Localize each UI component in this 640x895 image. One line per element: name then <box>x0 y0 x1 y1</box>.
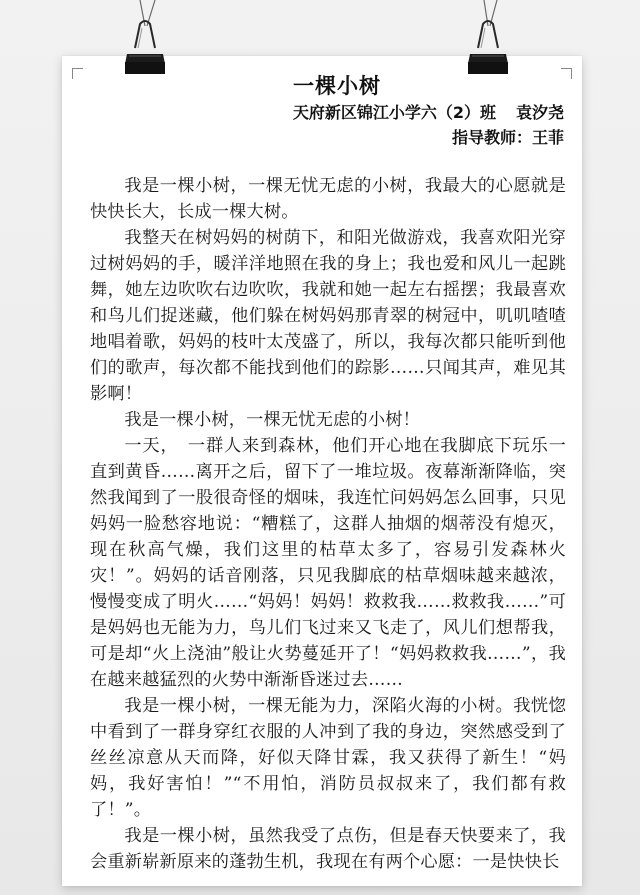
paragraph: 一天， 一群人来到森林，他们开心地在我脚底下玩乐一直到黄昏……离开之后，留下了一堆垃圾。夜幕渐渐降临，突然我闻到了一股很奇怪的烟味，我连忙问妈妈怎么回事，只见妈妈一脸愁容地说：“糟糕了，这群人抽烟的烟蒂没有熄灭，现在秋高气燥，我们这里的枯草太多了，容易引发森林火灾！”。妈妈的话音刚落，只见我脚底的枯草烟味越来越浓，慢慢变成了明火……“妈妈！妈妈！救救我……救救我……”可是妈妈也无能为力，鸟儿们飞过来又飞走了，风儿们想帮我，可是却“火上浇油”般让火势蔓延开了！“妈妈救救我……”，我在越来越猛烈的火势中渐渐昏迷过去…… <box>90 436 566 690</box>
paragraph: 我是一棵小树，一棵无忧无虑的小树，我最大的心愿就是快快长大，长成一棵大树。 <box>90 176 566 222</box>
essay-title: 一棵小树 <box>293 74 381 98</box>
binder-clip-icon <box>123 18 167 74</box>
paragraph: 我是一棵小树，一棵无能为力，深陷火海的小树。我恍惚中看到了一群身穿红衣服的人冲到了我的身边，突然感受到了丝丝凉意从天而降，好似天降甘霖，我又获得了新生！“妈妈，我好害怕！”“不用怕，消防员叔叔来了，我们都有救了！”。 <box>90 696 566 820</box>
teacher-line: 指导教师：王菲 <box>451 128 564 147</box>
school-class: 天府新区锦江小学六（2）班 <box>292 103 496 122</box>
paragraph: 我整天在树妈妈的树荫下，和阳光做游戏，我喜欢阳光穿过树妈妈的手，暖洋洋地照在我的身上；我也爱和风儿一起跳舞，她左边吹吹右边吹吹，我就和她一起左右摇摆；我最喜欢和鸟儿们捉迷藏，他们躲在树妈妈那青翠的树冠中，叽叽喳喳地唱着歌，妈妈的枝叶太茂盛了，所以，我每次都只能听到他们的歌声，每次都不能找到他们的踪影……只闻其声，难见其影啊！ <box>90 228 566 404</box>
binder-clip-icon <box>466 18 510 74</box>
paragraph: 我是一棵小树，一棵无忧无虑的小树！ <box>124 410 420 430</box>
paragraph: 我是一棵小树，虽然我受了点伤，但是春天快要来了，我会重新崭新原来的蓬勃生机，我现在有两个心愿：一是快快长 <box>90 826 566 872</box>
essay-body <box>90 173 566 875</box>
author-line <box>293 100 564 123</box>
author-name: 袁汐尧 <box>515 103 564 122</box>
